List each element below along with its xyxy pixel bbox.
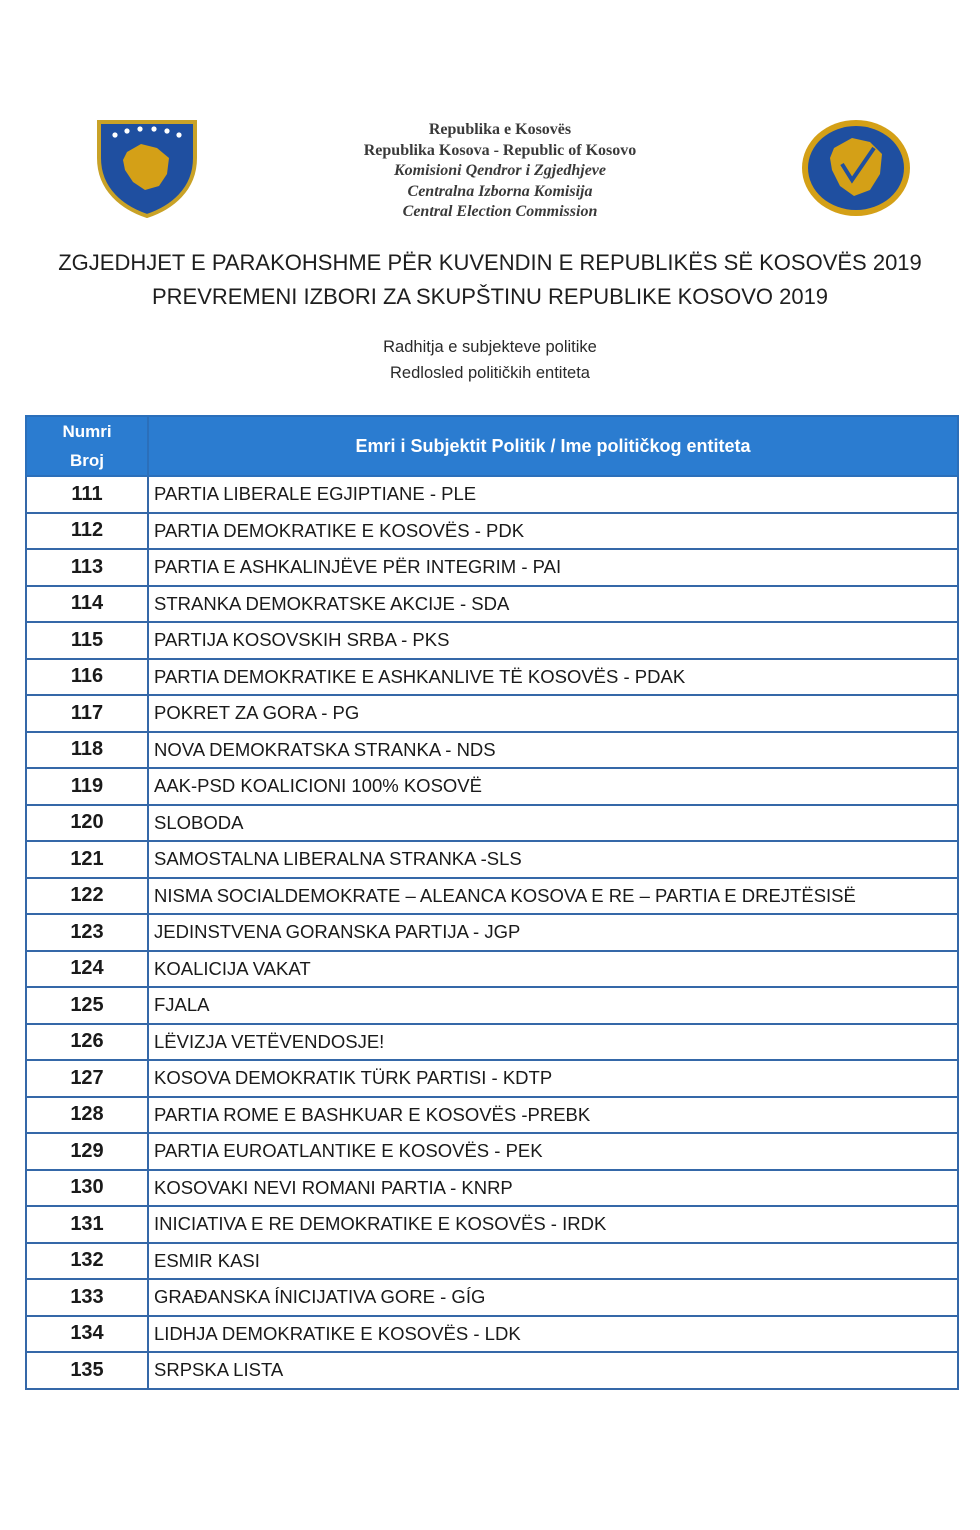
entity-number: 135 — [26, 1352, 148, 1389]
title-line-2: PREVREMENI IZBORI ZA SKUPŠTINU REPUBLIKE KOSOVO 2019 — [151, 284, 829, 309]
table-row — [26, 805, 958, 842]
table-row — [26, 695, 958, 732]
header-line-5: Central Election Commission — [402, 203, 598, 220]
institution-header — [300, 120, 700, 223]
entity-number: 130 — [26, 1170, 148, 1207]
header-line-3: Komisioni Qendror i Zgjedhjeve — [394, 162, 606, 179]
number-column-header — [26, 416, 148, 476]
political-entities-table — [25, 415, 959, 1390]
entity-number: 131 — [26, 1206, 148, 1243]
entity-number: 124 — [26, 951, 148, 988]
entity-name: STRANKA DEMOKRATSKE AKCIJE - SDA — [148, 586, 958, 623]
cec-logo-icon — [800, 118, 912, 218]
entity-number: 117 — [26, 695, 148, 732]
header-line-4: Centralna Izborna Komisija — [407, 182, 593, 200]
title-line-1: ZGJEDHJET E PARAKOHSHME PËR KUVENDIN E REPUBLIKËS SË KOSOVËS 2019 — [58, 250, 922, 275]
table-row — [26, 951, 958, 988]
entity-number: 120 — [26, 805, 148, 842]
entity-name: PARTIJA KOSOVSKIH SRBA - PKS — [148, 622, 958, 659]
entity-number: 129 — [26, 1133, 148, 1170]
table-row — [26, 1316, 958, 1353]
table-row — [26, 1133, 958, 1170]
entity-number: 115 — [26, 622, 148, 659]
table-row — [26, 768, 958, 805]
table-row — [26, 878, 958, 915]
entity-name: PARTIA DEMOKRATIKE E KOSOVËS - PDK — [148, 513, 958, 550]
entity-name: JEDINSTVENA GORANSKA PARTIJA - JGP — [148, 914, 958, 951]
entity-name: PARTIA LIBERALE EGJIPTIANE - PLE — [148, 476, 958, 513]
entity-name: ESMIR KASI — [148, 1243, 958, 1280]
table-row — [26, 476, 958, 513]
entity-number: 126 — [26, 1024, 148, 1061]
table-row — [26, 1060, 958, 1097]
header-line-1: Republika e Kosovës — [428, 121, 572, 138]
entity-name: PARTIA DEMOKRATIKE E ASHKANLIVE TË KOSOVËS - PDAK — [148, 659, 958, 696]
document-subtitle — [0, 334, 980, 386]
table-row — [26, 1243, 958, 1280]
entity-name: NOVA DEMOKRATSKA STRANKA - NDS — [148, 732, 958, 769]
entity-number: 128 — [26, 1097, 148, 1134]
table-row — [26, 732, 958, 769]
entity-name: AAK-PSD KOALICIONI 100% KOSOVË — [148, 768, 958, 805]
table-row — [26, 1097, 958, 1134]
entity-name: PARTIA EUROATLANTIKE E KOSOVËS - PEK — [148, 1133, 958, 1170]
entity-number: 114 — [26, 586, 148, 623]
entity-number: 121 — [26, 841, 148, 878]
entity-name: INICIATIVA E RE DEMOKRATIKE E KOSOVËS - IRDK — [148, 1206, 958, 1243]
table-header-row — [26, 416, 958, 476]
entity-number: 119 — [26, 768, 148, 805]
number-header-line-1: Numri — [62, 422, 112, 441]
entity-name: LIDHJA DEMOKRATIKE E KOSOVËS - LDK — [148, 1316, 958, 1353]
entity-name: FJALA — [148, 987, 958, 1024]
entity-number: 116 — [26, 659, 148, 696]
table-row — [26, 1024, 958, 1061]
entity-name: GRAĐANSKA ÍNICIJATIVA GORE - GÍG — [148, 1279, 958, 1316]
table-row — [26, 1279, 958, 1316]
entity-name: SAMOSTALNA LIBERALNA STRANKA -SLS — [148, 841, 958, 878]
entity-number: 112 — [26, 513, 148, 550]
entity-number: 111 — [26, 476, 148, 513]
entity-number: 125 — [26, 987, 148, 1024]
table-row — [26, 1352, 958, 1389]
entity-name: PARTIA ROME E BASHKUAR E KOSOVËS -PREBK — [148, 1097, 958, 1134]
table-row — [26, 513, 958, 550]
table-row — [26, 914, 958, 951]
entity-number: 132 — [26, 1243, 148, 1280]
entity-number: 122 — [26, 878, 148, 915]
table-row — [26, 987, 958, 1024]
subtitle-line-2: Redlosled političkih entiteta — [390, 364, 590, 382]
table-row — [26, 549, 958, 586]
entity-name: KOSOVA DEMOKRATIK TÜRK PARTISI - KDTP — [148, 1060, 958, 1097]
subtitle-line-1: Radhitja e subjekteve politike — [383, 338, 597, 356]
entity-number: 113 — [26, 549, 148, 586]
kosovo-coat-of-arms-icon — [95, 118, 199, 218]
entity-name: PARTIA E ASHKALINJËVE PËR INTEGRIM - PAI — [148, 549, 958, 586]
entity-name: SLOBODA — [148, 805, 958, 842]
entity-name: POKRET ZA GORA - PG — [148, 695, 958, 732]
number-header-line-2: Broj — [70, 451, 104, 470]
entity-number: 127 — [26, 1060, 148, 1097]
table-row — [26, 586, 958, 623]
document-title — [0, 246, 980, 314]
header-line-2: Republika Kosova - Republic of Kosovo — [363, 141, 637, 159]
table-row — [26, 659, 958, 696]
entity-number: 123 — [26, 914, 148, 951]
table-row — [26, 1170, 958, 1207]
table-row — [26, 622, 958, 659]
entity-number: 133 — [26, 1279, 148, 1316]
table-row — [26, 1206, 958, 1243]
table-row — [26, 841, 958, 878]
entity-name: SRPSKA LISTA — [148, 1352, 958, 1389]
entity-name: NISMA SOCIALDEMOKRATE – ALEANCA KOSOVA E RE – PARTIA E DREJTËSISË — [148, 878, 958, 915]
entity-name: KOSOVAKI NEVI ROMANI PARTIA - KNRP — [148, 1170, 958, 1207]
entity-number: 118 — [26, 732, 148, 769]
name-column-header: Emri i Subjektit Politik / Ime političkog entiteta — [148, 416, 958, 476]
entity-name: KOALICIJA VAKAT — [148, 951, 958, 988]
entity-number: 134 — [26, 1316, 148, 1353]
entity-name: LËVIZJA VETËVENDOSJE! — [148, 1024, 958, 1061]
